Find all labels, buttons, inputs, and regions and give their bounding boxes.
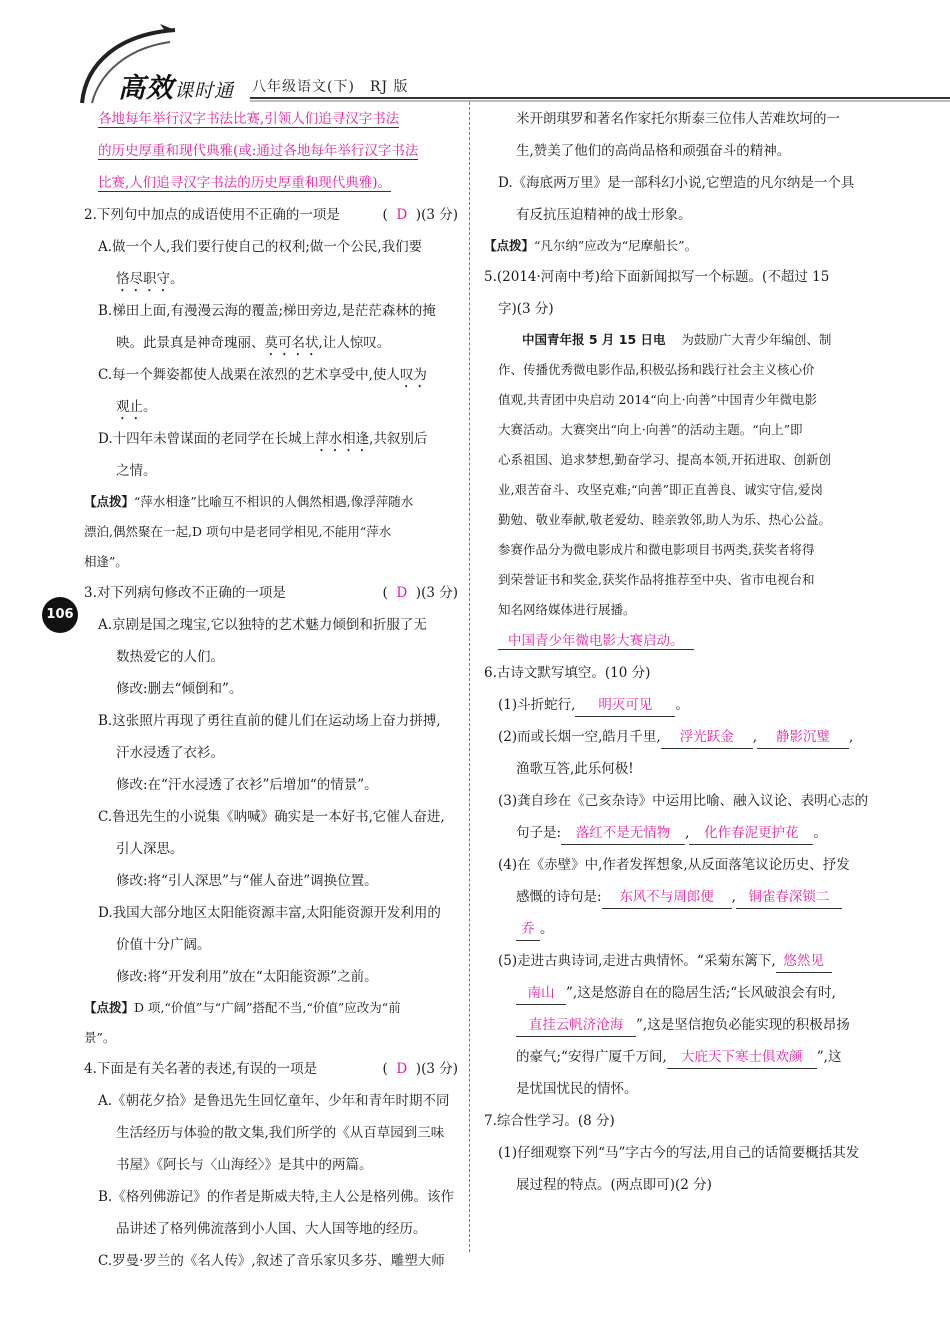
option-b: B.这张照片再现了勇往直前的健儿们在运动场上奋力拼搏, bbox=[98, 713, 441, 729]
option-a: A.《朝花夕拾》是鲁迅先生回忆童年、少年和青年时期不同 bbox=[98, 1093, 450, 1109]
answer-blank: 悠然见 bbox=[776, 950, 832, 973]
q6-item-3: (3)龚自珍在《己亥杂诗》中运用比喻、融入议论、表明心志的 bbox=[498, 793, 869, 809]
hint-note: 【点拨】“凡尔纳”应改为“尼摩船长”。 bbox=[484, 238, 698, 253]
q6-item-2: (2)而或长烟一空,皓月千里, 浮光跃金 , 静影沉璧 , bbox=[484, 721, 856, 753]
page-header bbox=[0, 0, 950, 110]
answer-5-line: 中国青少年微电影大赛启动。 bbox=[498, 633, 694, 650]
brand-logo bbox=[118, 66, 234, 105]
hint-note: 【点拨】“萍水相逢”比喻互不相识的人偶然相遇,像浮萍随水 bbox=[84, 494, 414, 509]
answer-blank: 乔 bbox=[516, 918, 540, 941]
option-b: B.梯田上面,有漫漫云海的覆盖;梯田旁边,是茫茫森林的掩 bbox=[98, 303, 436, 319]
left-column: 各地每年举行汉字书法比赛,引领人们追寻汉字书法 的历史厚重和现代典雅(或:通过各地每年举行汉字书法 比赛,人们追寻汉字书法的历史厚重和现代典雅)。 2.下列句中加点的成语使用不正确的一项是 ( D )(3 分) A.做一个人,我们要行使自己的权利;做一个公民,我们要 恪尽职守。 B.梯田上面,有漫漫云海的覆盖;梯田旁边,是茫茫森林的掩 映。此景真是神奇瑰丽、莫可名状,让人惊叹。 C.每一个舞姿都使人战栗在浓烈的艺术享受中,使人叹为 观止。 D.十四年未曾谋面的老同学在长城上萍水相逢,共叙别后 之情。 【点拨】“萍水相逢”比喻互不相识的人偶然相遇,像浮萍随水 漂泊,偶然聚在一起,D 项句中是老同学相见,不能用“萍水 相逢”。 3.对下列病句修改不正确的一项是 ( D )(3 分) A.京剧是国之瑰宝,它以独特的艺术魅力倾倒和折服了无 数热爱它的人们。 修改:删去“倾倒和”。 B.这张照片再现了勇往直前的健儿们在运动场上奋力拼搏, 汗水浸透了衣衫。 修改:在“汗水浸透了衣衫”后增加“的情景”。 C.鲁迅先生的小说集《呐喊》确实是一本好书,它催人奋进, 引人深思。 修改:将“引人深思”与“催人奋进”调换位置。 D.我国大部分地区太阳能资源丰富,太阳能资源开发利用的 价值十分广阔。 修改:将“开发利用”放在“太阳能资源”之前。 【点拨】D 项,“价值”与“广阔”搭配不当,“价值”应改为“前 景”。 4.下面是有关名著的表述,有误的一项是 ( D )(3 分) A.《朝花夕拾》是鲁迅先生回忆童年、少年和青年时期不同 生活经历与体验的散文集,我们所学的《从百草园到三味 书屋》《阿长与〈山海经〉》是其中的两篇。 B.《格列佛游记》的作者是斯威夫特,主人公是格列佛。该作 品讲述了格列佛流落到小人国、大人国等地的经历。 C.罗曼·罗兰的《名人传》,叙述了音乐家贝多芬、雕塑大师 bbox=[84, 103, 458, 1277]
question-2: 2.下列句中加点的成语使用不正确的一项是 ( D )(3 分) bbox=[84, 207, 458, 223]
brand-sub: 课时通 bbox=[174, 80, 235, 102]
q6-item-1: (1)斗折蛇行, 明灭可见 。 bbox=[484, 689, 856, 721]
news-lead: 中国青年报 5 月 15 日电 bbox=[522, 332, 666, 347]
answer-blank: 大庇天下寒士俱欢颜 bbox=[667, 1046, 817, 1069]
answer-blank: 东风不与周郎便 bbox=[602, 886, 732, 909]
option-d: D.《海底两万里》是一部科幻小说,它塑造的凡尔纳是一个具 bbox=[498, 175, 855, 191]
answer-blank: 静影沉璧 bbox=[757, 726, 849, 749]
option-b: B.《格列佛游记》的作者是斯威夫特,主人公是格列佛。该作 bbox=[98, 1189, 455, 1205]
answer-blank: 浮光跃金 bbox=[661, 726, 753, 749]
question-5: 5.(2014·河南中考)给下面新闻拟写一个标题。(不超过 15 bbox=[484, 269, 830, 285]
answer-choice: D bbox=[396, 1061, 408, 1077]
q6-item-5: (5)走进古典诗词,走进古典情怀。“采菊东篱下, 悠然见 bbox=[484, 945, 856, 977]
news-text: 中国青年报 5 月 15 日电 为鼓励广大青少年编创、制 bbox=[522, 332, 832, 347]
question-6: 6.古诗文默写填空。(10 分) bbox=[484, 665, 651, 681]
q7-item-1: (1)仔细观察下列“马”字古今的写法,用自己的话简要概括其发 bbox=[498, 1145, 860, 1161]
answer-1-line: 的历史厚重和现代典雅(或:通过各地每年举行汉字书法 bbox=[98, 143, 419, 159]
answer-blank: 南山 bbox=[516, 982, 566, 1005]
answer-blank: 直挂云帆济沧海 bbox=[516, 1014, 636, 1037]
page-number-badge: 106 bbox=[42, 597, 78, 633]
answer-1-line: 比赛,人们追寻汉字书法的历史厚重和现代典雅)。 bbox=[98, 175, 392, 191]
option-c: C.每一个舞姿都使人战栗在浓烈的艺术享受中,使人叹为 bbox=[98, 367, 427, 383]
column-divider bbox=[469, 102, 470, 1252]
option-c: C.鲁迅先生的小说集《呐喊》确实是一本好书,它催人奋进, bbox=[98, 809, 445, 825]
option-a: A.京剧是国之瑰宝,它以独特的艺术魅力倾倒和折服了无 bbox=[98, 617, 427, 633]
hint-note: 【点拨】D 项,“价值”与“广阔”搭配不当,“价值”应改为“前 bbox=[84, 1000, 401, 1015]
right-column: 米开朗琪罗和著名作家托尔斯泰三位伟人苦难坎坷的一 生,赞美了他们的高尚品格和顽强奋斗的精神。 D.《海底两万里》是一部科幻小说,它塑造的凡尔纳是一个具 有反抗压迫精神的战士形象。 【点拨】“凡尔纳”应改为“尼摩船长”。 5.(2014·河南中考)给下面新闻拟写一个标题。(不超过 15 字)(3 分) 中国青年报 5 月 15 日电 为鼓励广大青少年编创、制 作、传播优秀微电影作品,积极弘扬和践行社会主义核心价 值观,共青团中央启动 2014“向上·向善”中国青少年微电影 大赛活动。大赛突出“向上·向善”的活动主题。“向上”即 心系祖国、追求梦想,勤奋学习、提高本领,开拓进取、创新创 业,艰苦奋斗、攻坚克难;“向善”即正直善良、诚实守信,爱岗 勤勉、敬业奉献,敬老爱幼、睦亲敦邻,助人为乐、热心公益。 参赛作品分为微电影成片和微电影项目书两类,获奖者将得 到荣誉证书和奖金,获奖作品将推荐至中央、省市电视台和 知名网络媒体进行展播。 中国青少年微电影大赛启动。 6.古诗文默写填空。(10 分) (1)斗折蛇行, 明灭可见 。 (2)而或长烟一空,皓月千里, 浮光跃金 , 静影沉璧 , 渔歌互答,此乐何极! (3)龚自珍在《己亥杂诗》中运用比喻、融入议论、表明心志的 句子是: 落红不是无情物 , 化作春泥更护花 。 (4)在《赤壁》中,作者发挥想象,从反面落笔议论历史、抒发 感慨的诗句是: 东风不与周郎便 , 铜雀春深锁二 乔 。 (5)走进古典诗词,走进古典情怀。“采菊东篱下, 悠然见 南山 ”,这是悠游自在的隐居生活;“长风破浪会有时, 直挂云帆济沧海 ”,这是坚信抱负必能实现的积极昂扬 的豪气;“安得广厦千万间, 大庇天下寒士俱欢颜 ”,这 是忧国忧民的情怀。 7.综合性学习。(8 分) (1)仔细观察下列“马”字古今的写法,用自己的话简要概括其发 展过程的特点。(两点即可)(2 分) bbox=[484, 111, 869, 1193]
answer-blank: 化作春泥更护花 bbox=[689, 822, 813, 845]
answer-blank: 落红不是无情物 bbox=[561, 822, 685, 845]
option-d: D.我国大部分地区太阳能资源丰富,太阳能资源开发利用的 bbox=[98, 905, 441, 921]
option-d: D.十四年未曾谋面的老同学在长城上萍水相逢,共叙别后 bbox=[98, 431, 428, 447]
option-c: C.罗曼·罗兰的《名人传》,叙述了音乐家贝多芬、雕塑大师 bbox=[98, 1253, 445, 1269]
grade-label: 八年级语文(下) RJ 版 bbox=[252, 79, 409, 95]
answer-choice: D bbox=[396, 585, 408, 601]
answer-blank: 铜雀春深锁二 bbox=[736, 886, 842, 909]
question-3: 3.对下列病句修改不正确的一项是 ( D )(3 分) bbox=[84, 585, 458, 601]
question-7: 7.综合性学习。(8 分) bbox=[484, 1113, 615, 1129]
answer-blank: 明灭可见 bbox=[575, 694, 675, 717]
brand-main: 高效 bbox=[118, 73, 174, 104]
option-a: A.做一个人,我们要行使自己的权利;做一个公民,我们要 bbox=[98, 239, 423, 255]
answer-choice: D bbox=[396, 207, 408, 223]
question-4: 4.下面是有关名著的表述,有误的一项是 ( D )(3 分) bbox=[84, 1061, 458, 1077]
q6-item-4: (4)在《赤壁》中,作者发挥想象,从反面落笔议论历史、抒发 bbox=[498, 857, 850, 873]
answer-1-line: 各地每年举行汉字书法比赛,引领人们追寻汉字书法 bbox=[98, 111, 400, 127]
